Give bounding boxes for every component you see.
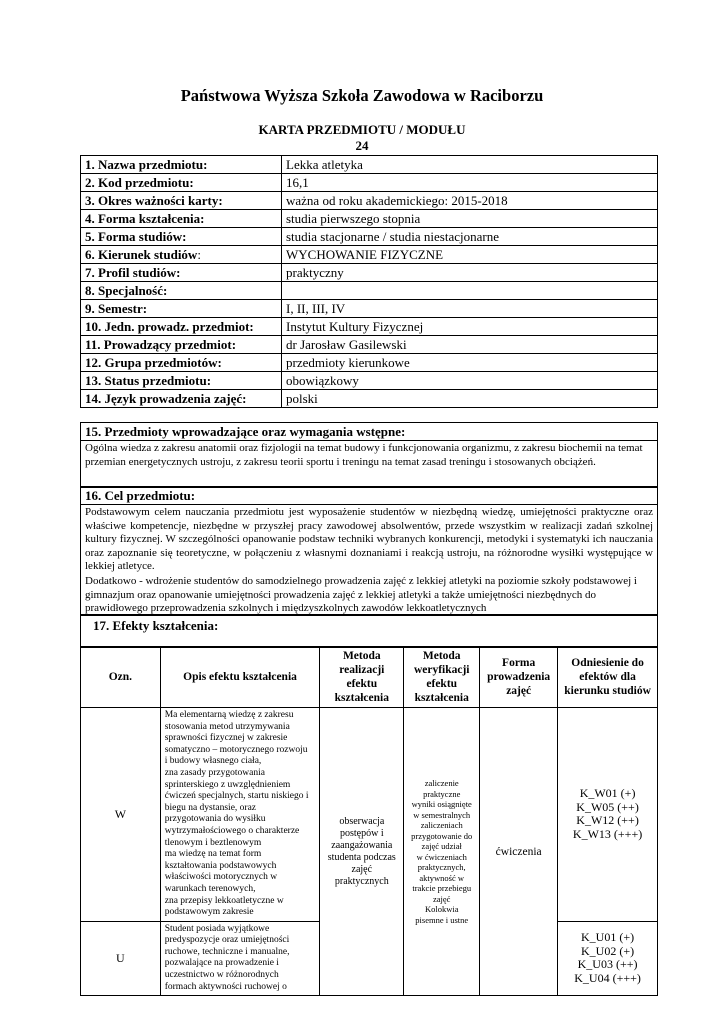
row-course-name [81,156,658,174]
section-course-goal [80,486,658,616]
learning-outcomes-table [80,646,658,996]
label: 13. Status przedmiotu: [81,372,282,390]
section-text-additional: Dodatkowo - wdrożenie studentów do samodzielnego prowadzenia zajęć z lekkiej atletyki na poziomie szkoły podstawowej i gimnazjum oraz opanowanie umiejętności prowadzenia zajęć z lekkiej atletyki a także umiejętności niezbędnych do prawidłowego przeprowadzenia szkolnych i międzyszkolnych zawodów lekkoatletycznych [85,574,637,615]
outcome-code: W [81,708,161,922]
row-course-code [81,174,658,192]
row-status [81,372,658,390]
row-language [81,390,658,408]
label: 11. Prowadzący przedmiot: [81,336,282,354]
value: przedmioty kierunkowe [282,354,658,372]
row-semester [81,300,658,318]
card-number: 24 [355,138,369,153]
value: praktyczny [282,264,658,282]
header-method-verification: Metoda weryfikacji efektu kształcenia [404,647,480,708]
label: 9. Semestr: [81,300,282,318]
section-title: 17. Efekty kształcenia: [93,618,219,633]
value: ważna od roku akademickiego: 2015-2018 [282,192,658,210]
section-title: 16. Cel przedmiotu: [81,487,657,505]
outcome-row-w [81,708,658,922]
section-learning-outcomes [80,614,658,648]
card-title: KARTA PRZEDMIOTU / MODUŁU [258,122,466,137]
value: WYCHOWANIE FIZYCZNE [282,246,658,264]
value [282,282,658,300]
class-form: ćwiczenia [480,708,558,996]
label: 4. Forma kształcenia: [81,210,282,228]
label: 2. Kod przedmiotu: [81,174,282,192]
value: I, II, III, IV [282,300,658,318]
label: 5. Forma studiów: [81,228,282,246]
label: 10. Jedn. prowadz. przedmiot: [81,318,282,336]
label: 12. Grupa przedmiotów: [81,354,282,372]
label-main: 6. Kierunek studiów [85,247,198,262]
row-unit [81,318,658,336]
label: 14. Język prowadzenia zajęć: [81,390,282,408]
section-text: Ogólna wiedza z zakresu anatomii oraz fizjologii na temat budowy i funkcjonowania organizmu, z zakresu biochemii na temat przemian energetycznych ustroju, z zakresu teorii sportu i treningu na temat zasad treningu i stosowanych obciążeń. [85,442,643,468]
label [81,246,282,264]
value: polski [282,390,658,408]
outcome-description: Ma elementarną wiedzę z zakresu stosowania metod utrzymywania sprawności fizycznej w zakresie somatyczno – motorycznego rozwoju i budowy własnego ciała, zna zasady przygotowania sprinterskiego z uwzględnieniem ćwiczeń specjalnych, startu niskiego i biegu na dystansie, oraz przygotowania do wysiłku wytrzymałościowego o charakterze tlenowym i beztlenowym ma wiedzę na temat form kształtowania podstawowych właściwości motorycznych w warunkach terenowych, zna przepisy lekkoatletyczne w podstawowym zakresie [160,708,320,922]
row-field-of-study [81,246,658,264]
label-tail: : [197,247,201,262]
value: studia stacjonarne / studia niestacjonarne [282,228,658,246]
outcome-code: U [81,921,161,996]
value: Lekka atletyka [282,156,658,174]
row-profile [81,264,658,282]
value: studia pierwszego stopnia [282,210,658,228]
reference-effects-u: K_U01 (+) K_U02 (+) K_U03 (++) K_U04 (+++) [558,921,658,996]
header-method-realization: Metoda realizacji efektu kształcenia [320,647,404,708]
row-study-form [81,228,658,246]
header-ozn: Ozn. [81,647,161,708]
label: 1. Nazwa przedmiotu: [81,156,282,174]
row-education-form [81,210,658,228]
section-text: Podstawowym celem nauczania przedmiotu jest wyposażenie studentów w niezbędną wiedzę, umiejętności praktyczne oraz właściwe kompetencje, niezbędne w przyszłej pracy zawodowej absolwentów, przede wszystkim w realizacji zadań szkolnej kultury fizycznej. W szczególności opanowanie podstaw techniki wybranych konkurencji, metodyki i systematyki ich nauczania oraz zapoznanie się teoretyczne, w połączeniu z własnymi doznaniami i reakcją ustroju, na różnorodne wysiłki występujące w lekkiej atletyce. [85,506,653,573]
table-header-row [81,647,658,708]
value: obowiązkowy [282,372,658,390]
row-validity [81,192,658,210]
section-prerequisites [80,422,658,488]
method-realization: obserwacja postępów i zaangażowania studenta podczas zajęć praktycznych [320,708,404,996]
section-title: 15. Przedmioty wprowadzające oraz wymagania wstępne: [81,423,657,441]
header-description: Opis efektu kształcenia [160,647,320,708]
row-lecturer [81,336,658,354]
institution-title: Państwowa Wyższa Szkoła Zawodowa w Raciborzu [180,86,544,105]
value: Instytut Kultury Fizycznej [282,318,658,336]
label: 7. Profil studiów: [81,264,282,282]
header-reference: Odniesienie do efektów dla kierunku studiów [558,647,658,708]
header-class-form: Forma prowadzenia zajęć [480,647,558,708]
reference-effects-w: K_W01 (+) K_W05 (++) K_W12 (++) K_W13 (+++) [558,708,658,922]
method-verification: zaliczenie praktyczne wyniki osiągnięte w semestralnych zaliczeniach przygotowanie do zajęć udział w ćwiczeniach praktycznych, aktywność w trakcie przebiegu zajęć Kolokwia pisemne i ustne [404,708,480,996]
row-specialty [81,282,658,300]
label: 3. Okres ważności karty: [81,192,282,210]
course-info-table [80,155,658,408]
label: 8. Specjalność: [81,282,282,300]
outcome-description: Student posiada wyjątkowe predyspozycje oraz umiejętności ruchowe, techniczne i manualne, pozwalające na prowadzenie i uczestnictwo w różnorodnych formach aktywności ruchowej o [160,921,320,996]
value: dr Jarosław Gasilewski [282,336,658,354]
value: 16,1 [282,174,658,192]
row-group [81,354,658,372]
